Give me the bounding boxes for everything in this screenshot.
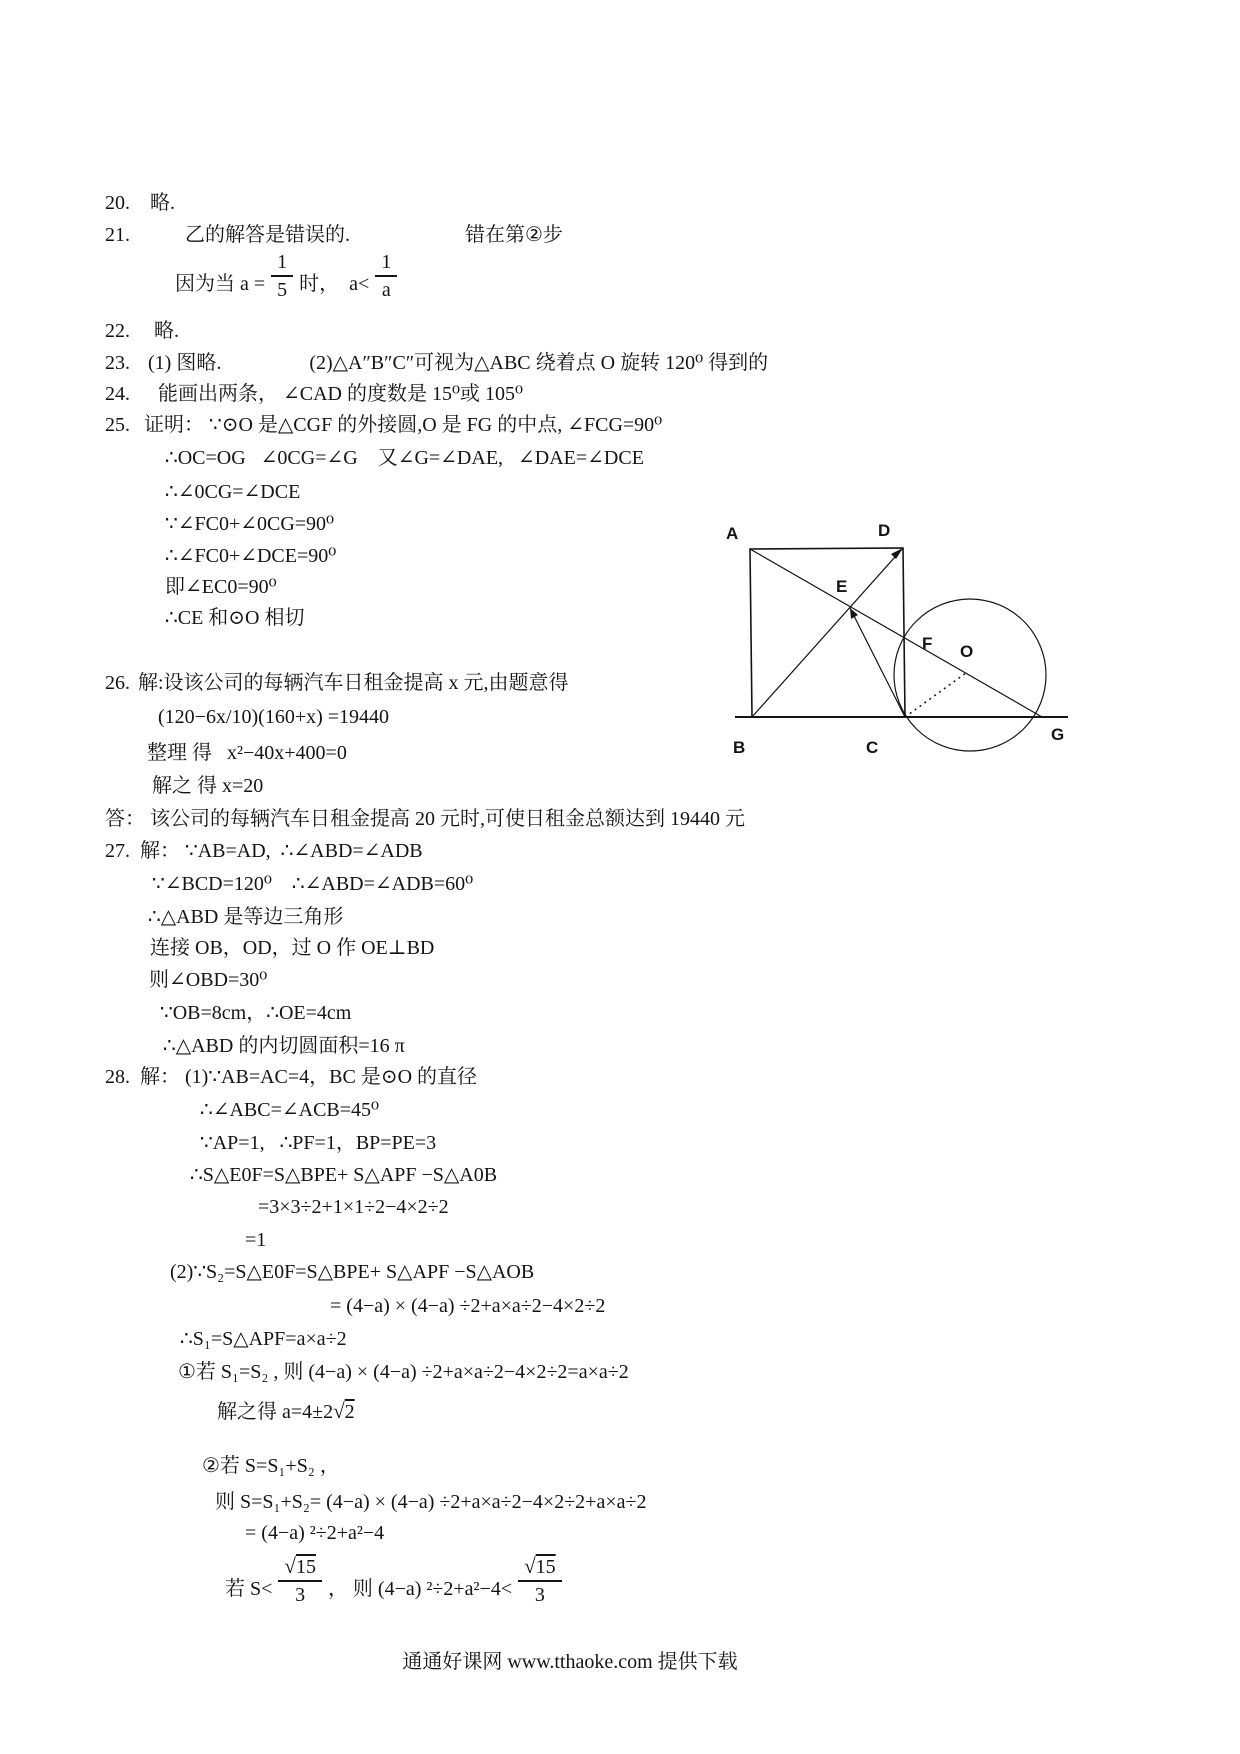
footer-watermark: 通通好课网 www.tthaoke.com 提供下载	[402, 1651, 738, 1673]
label-vertex-d: D	[878, 521, 891, 540]
tangent-ce	[850, 608, 905, 717]
q28-line-4: ∴S△E0F=S△BPE+ S△APF −S△A0B	[190, 1164, 498, 1186]
q28-line-13: = (4−a) ²÷2+a²−4	[245, 1522, 385, 1544]
q28-line-8: = (4−a) × (4−a) ÷2+a×a÷2−4×2÷2	[330, 1295, 606, 1317]
label-vertex-c: C	[866, 738, 879, 757]
q27-line-5: 则∠OBD=30⁰	[149, 969, 268, 991]
fraction-numerator: 1	[375, 252, 397, 277]
radicand: 15	[535, 1556, 556, 1578]
q28-number: 28.	[105, 1066, 130, 1088]
radical-sign: √	[284, 1554, 296, 1578]
q28-line-3: ∵AP=1, ∴PF=1，BP=PE=3	[200, 1132, 437, 1154]
fraction-numerator	[278, 1556, 322, 1582]
arrowhead-at-e	[850, 608, 858, 619]
q24-number: 24.	[105, 383, 130, 405]
q21-step: 错在第②步	[465, 224, 563, 246]
q27-step: 解： ∵AB=AD, ∴∠ABD=∠ADB	[140, 840, 423, 862]
q25-line-1	[105, 412, 662, 438]
q25-line-4: ∵∠FC0+∠0CG=90⁰	[165, 513, 335, 535]
q23-line	[105, 350, 768, 376]
q28-line-10: ①若 S₁=S₂ , 则 (4−a) × (4−a) ÷2+a×a÷2−4×2÷2=a×a÷2	[178, 1361, 629, 1383]
q28-line-1	[105, 1064, 477, 1090]
arrowhead-at-d	[891, 548, 903, 559]
q20-line	[105, 190, 175, 216]
radicand: 2	[344, 1401, 355, 1423]
q23-part1: (1) 图略.	[148, 352, 222, 374]
q28-final-line	[225, 1554, 568, 1606]
radical-sign: √	[524, 1554, 536, 1578]
label-point-g: G	[1051, 725, 1065, 744]
q25-line-7: ∴CE 和⊙O 相切	[165, 607, 305, 629]
q22-line	[105, 318, 179, 344]
q24-text: 能画出两条， ∠CAD 的度数是 15⁰或 105⁰	[158, 383, 524, 405]
q28-final-t2: ， 则 (4−a) ²÷2+a²−4<	[327, 1578, 513, 1600]
q20-text: 略.	[150, 192, 175, 214]
q28-final-t1: 若 S<	[225, 1578, 273, 1600]
fraction-sqrt15-over-3	[518, 1556, 562, 1605]
q27-line-4: 连接 OB，OD，过 O 作 OE⊥BD	[150, 937, 435, 959]
q27-line-6: ∵OB=8cm，∴OE=4cm	[160, 1002, 352, 1024]
q27-line-1	[105, 838, 423, 864]
q21-number: 21.	[105, 224, 130, 246]
q28-line-6: =1	[245, 1229, 267, 1251]
q27-line-2: ∵∠BCD=120⁰ ∴∠ABD=∠ADB=60⁰	[152, 873, 474, 895]
q27-number: 27.	[105, 840, 130, 862]
label-vertex-b: B	[733, 738, 746, 757]
fraction-denominator: 5	[277, 279, 288, 301]
q27-line-3: ∴△ABD 是等边三角形	[148, 906, 344, 928]
fraction-one-fifth	[271, 252, 293, 300]
label-center-o: O	[960, 642, 974, 661]
radicand: 15	[295, 1556, 316, 1578]
radius-oc-dotted	[905, 673, 966, 717]
fraction-one-over-a	[375, 252, 397, 300]
q25-line-6: 即∠EC0=90⁰	[165, 576, 277, 598]
fraction-numerator: 1	[271, 252, 293, 277]
q28-line-7: (2)∵S₂=S△E0F=S△BPE+ S△APF −S△AOB	[170, 1261, 535, 1283]
q22-number: 22.	[105, 320, 130, 342]
q23-part2: (2)△A″B″C″可视为△ABC 绕着点 O 旋转 120⁰ 得到的	[309, 352, 769, 374]
q26-line-3: 整理 得 x²−40x+400=0	[147, 742, 347, 764]
q21-line	[105, 222, 563, 248]
q21-reason-mid: 时， a<	[299, 273, 370, 295]
q28-line-9: ∴S₁=S△APF=a×a÷2	[180, 1328, 347, 1350]
label-point-f: F	[922, 634, 933, 653]
q25-number: 25.	[105, 414, 130, 436]
q28-line-12: 则 S=S₁+S₂= (4−a) × (4−a) ÷2+a×a÷2−4×2÷2+a×a÷2	[215, 1491, 647, 1513]
fraction-numerator	[518, 1556, 562, 1582]
q26-line-2: (120−6x/10)(160+x) =19440	[158, 706, 390, 728]
diagonal-bd	[752, 548, 903, 717]
q28-line-5: =3×3÷2+1×1÷2−4×2÷2	[258, 1196, 449, 1218]
q26-line-1	[105, 670, 569, 696]
q21-reason-prefix: 因为当 a =	[175, 273, 266, 295]
q21-reason-line	[175, 251, 403, 301]
q21-verdict: 乙的解答是错误的.	[185, 224, 350, 246]
q28-line-11: ②若 S=S₁+S₂ ，	[202, 1455, 340, 1477]
q26-line-4: 解之 得 x=20	[152, 775, 264, 797]
q20-number: 20.	[105, 192, 130, 214]
geometry-diagram	[700, 510, 1090, 775]
q22-text: 略.	[154, 320, 179, 342]
q25-line-3: ∴∠0CG=∠DCE	[165, 481, 301, 503]
q23-number: 23.	[105, 352, 130, 374]
q28-root-line	[217, 1398, 355, 1425]
fraction-denominator: a	[381, 279, 391, 301]
q26-answer-line: 答： 该公司的每辆汽车日租金提高 20 元时,可使日租金总额达到 19440 元	[105, 808, 745, 830]
label-vertex-a: A	[726, 524, 739, 543]
q27-line-7: ∴△ABD 的内切圆面积=16 π	[163, 1035, 405, 1057]
fraction-sqrt15-over-3	[278, 1556, 322, 1605]
fraction-denominator: 3	[534, 1584, 545, 1606]
q28-root-prefix: 解之得 a=4±2	[217, 1401, 334, 1423]
q25-proof-text: 证明： ∵⊙O 是△CGF 的外接圆,O 是 FG 的中点, ∠FCG=90⁰	[144, 414, 663, 436]
radical-sign: √	[333, 1399, 345, 1423]
q26-setup: 解:设该公司的每辆汽车日租金提高 x 元,由题意得	[138, 672, 569, 694]
q28-line-2: ∴∠ABC=∠ACB=45⁰	[200, 1099, 380, 1121]
q28-step: 解： (1)∵AB=AC=4，BC 是⊙O 的直径	[140, 1066, 478, 1088]
q25-line-2: ∴OC=OG ∠0CG=∠G 又∠G=∠DAE, ∠DAE=∠DCE	[165, 447, 644, 469]
fraction-denominator: 3	[295, 1584, 306, 1606]
q25-line-5: ∴∠FC0+∠DCE=90⁰	[165, 545, 337, 567]
label-point-e: E	[836, 577, 848, 596]
q24-line	[105, 381, 523, 407]
q26-number: 26.	[105, 672, 130, 694]
